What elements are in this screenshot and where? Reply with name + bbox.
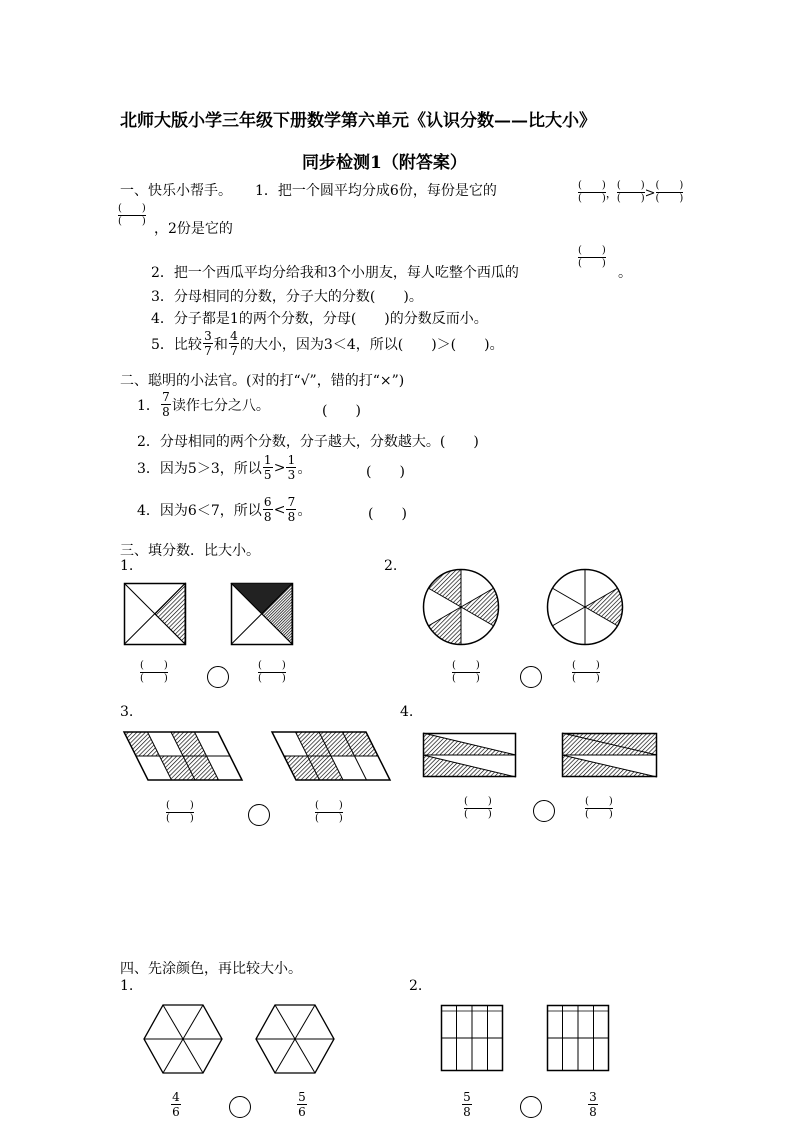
s3-q1-blank-a[interactable]: ( ) ( )	[140, 660, 168, 684]
s1-q4: 4．分子都是1的两个分数，分母( )的分数反而小。	[151, 311, 488, 327]
s4-frac-rect-a: $\frac{5}{8}$	[463, 1090, 471, 1119]
s1-q3: 3．分母相同的分数，分子大的分数( )。	[151, 289, 423, 305]
circle-figure-a	[423, 569, 499, 645]
compare-circle[interactable]	[520, 1096, 542, 1118]
square-figure-a	[124, 583, 186, 645]
blank-fraction[interactable]: ( ) ( )	[616, 180, 645, 204]
parallelogram-figure-a	[124, 732, 242, 780]
s1-q2-blank[interactable]: ( ) ( )	[578, 245, 606, 269]
s3-q1-blank-b[interactable]: ( ) ( )	[258, 660, 286, 684]
s1-q1-tail: ，2份是它的	[154, 221, 233, 237]
blank-fraction[interactable]: ( ) ( )	[655, 180, 684, 204]
circle-figure-b	[547, 569, 623, 645]
s3-q2-blank-b[interactable]: ( ) ( )	[572, 660, 600, 684]
s3-q3-blank-a[interactable]: ( ) ( )	[166, 800, 194, 824]
section2-heading: 二、聪明的小法官。(对的打“√”，错的打“×”)	[120, 373, 405, 389]
compare-circle[interactable]	[520, 666, 542, 688]
s3-label-3: 3.	[120, 704, 134, 720]
s1-q1-blanks: ( ) ( ) ， ( ) ( ) > ( ) ( )	[578, 180, 684, 204]
s2-q4-blank[interactable]: ( )	[368, 506, 407, 522]
s1-q1-text: 1．把一个圆平均分成6份，每份是它的	[255, 183, 497, 199]
compare-circle[interactable]	[207, 666, 229, 688]
blank-fraction[interactable]: ( ) ( )	[578, 180, 606, 204]
s2-q4: 4．因为6＜7，所以 $\frac{6}{8}$ < $\frac{7}{8}$ 。	[137, 495, 312, 524]
s1-q5: 5．比较 $\frac{3}{7}$ 和 $\frac{4}{7}$ 的大小，因为3＜4，所以( )＞( )。	[151, 329, 504, 358]
compare-circle[interactable]	[229, 1096, 251, 1118]
s2-q3-blank[interactable]: ( )	[366, 464, 405, 480]
section3-heading: 三、填分数．比大小。	[120, 543, 260, 559]
grid-rectangle-a	[441, 1005, 503, 1071]
s3-q2-blank-a[interactable]: ( ) ( )	[452, 660, 480, 684]
s4-frac-hex-a: $\frac{4}{6}$	[172, 1090, 180, 1119]
page-title: 北师大版小学三年级下册数学第六单元《认识分数——比大小》	[120, 111, 596, 131]
s3-q4-blank-a[interactable]: ( ) ( )	[464, 796, 492, 820]
s1-q2-text: 2．把一个西瓜平均分给我和3个小朋友，每人吃整个西瓜的	[151, 265, 519, 281]
s4-label-2: 2.	[409, 978, 423, 994]
grid-rectangle-b	[547, 1005, 609, 1071]
section4-heading: 四、先涂颜色，再比较大小。	[120, 961, 302, 977]
s4-frac-rect-b: $\frac{3}{8}$	[589, 1090, 597, 1119]
wedge-rectangle-b	[562, 733, 657, 777]
compare-circle[interactable]	[248, 804, 270, 826]
s1-q1-blank2[interactable]: ( ) ( )	[118, 203, 146, 227]
s1-q2-end: 。	[618, 265, 632, 281]
s2-q1-blank[interactable]: ( )	[322, 403, 361, 419]
parallelogram-figure-b	[272, 732, 390, 780]
s3-label-4: 4.	[400, 704, 414, 720]
square-figure-b	[231, 583, 293, 645]
s2-q2: 2．分母相同的两个分数，分子越大，分数越大。( )	[137, 434, 479, 450]
hexagon-figure-b	[255, 1004, 335, 1074]
wedge-rectangle-a	[423, 733, 516, 777]
s3-q4-blank-b[interactable]: ( ) ( )	[585, 796, 613, 820]
page-subtitle: 同步检测1（附答案）	[302, 153, 467, 173]
s4-label-1: 1.	[120, 978, 134, 994]
s2-q1: 1． $\frac{7}{8}$ 读作七分之八。	[137, 390, 270, 419]
s3-label-2: 2.	[384, 558, 398, 574]
section1-heading: 一、快乐小帮手。	[120, 183, 232, 199]
s4-frac-hex-b: $\frac{5}{6}$	[298, 1090, 306, 1119]
s3-label-1: 1.	[120, 558, 134, 574]
s3-q3-blank-b[interactable]: ( ) ( )	[315, 800, 343, 824]
compare-circle[interactable]	[533, 800, 555, 822]
s2-q3: 3．因为5＞3，所以 $\frac{1}{5}$ > $\frac{1}{3}$ 。	[137, 453, 312, 482]
hexagon-figure-a	[143, 1004, 223, 1074]
